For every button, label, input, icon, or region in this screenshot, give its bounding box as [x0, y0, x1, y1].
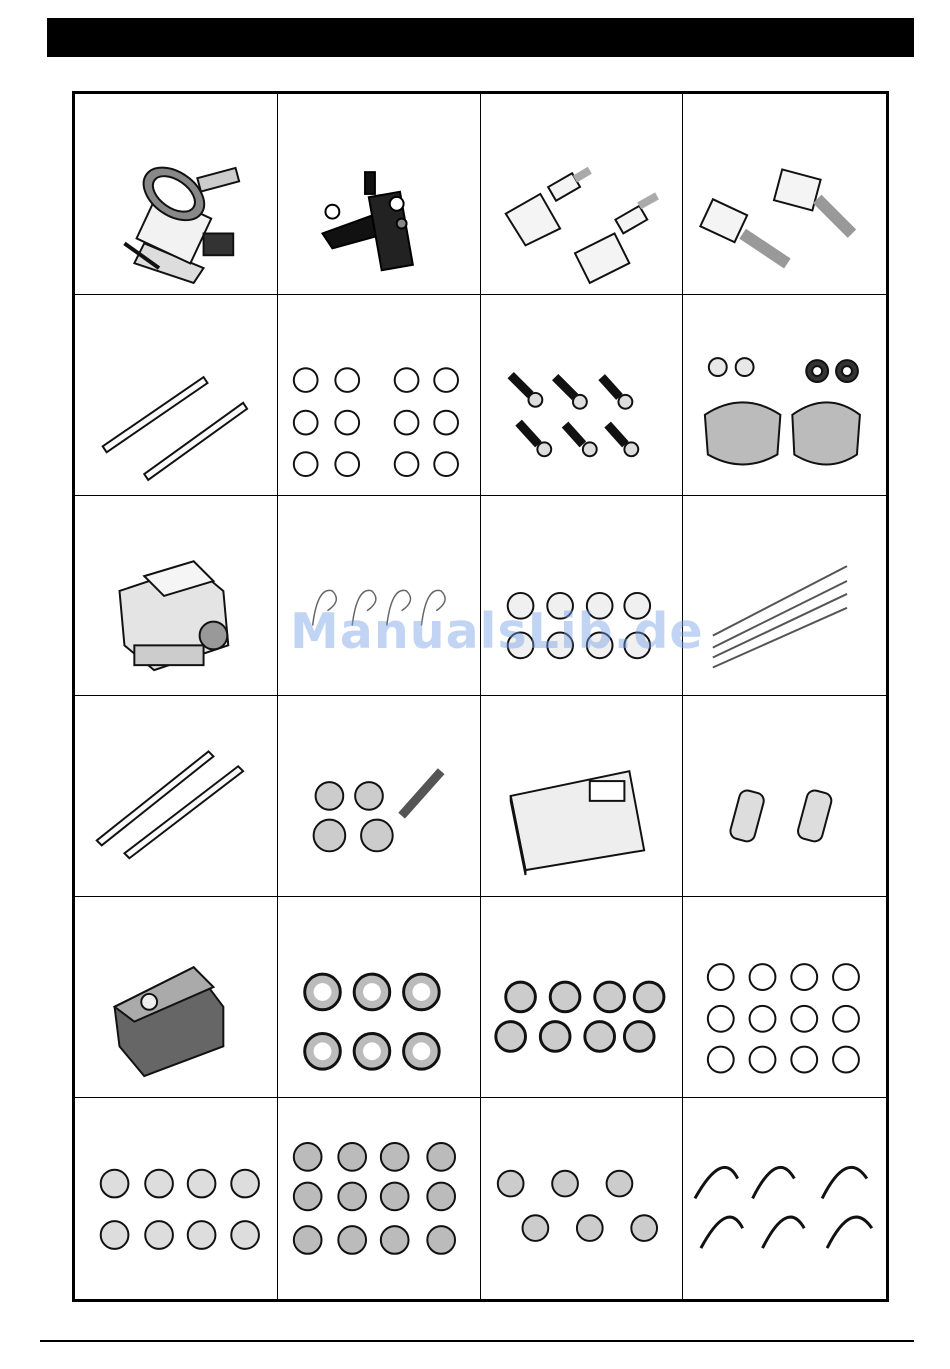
part-cell-pushrods: [683, 496, 886, 697]
parts-grid: [72, 91, 889, 1302]
washer-set-icon: [683, 897, 886, 1097]
part-cell-spring-clips: [683, 1098, 886, 1299]
lock-nut-set-icon: [481, 1098, 683, 1299]
receiver-box-icon: [481, 696, 683, 896]
spring-clip-set-icon: [683, 1098, 886, 1299]
part-cell-flange-nuts: [481, 496, 684, 697]
pivot-ball-set-icon: [278, 1098, 480, 1299]
part-cell-servo-savers: [683, 696, 886, 897]
body-clip-set-icon: [278, 496, 480, 696]
outdrive-shaft-pair-icon: [683, 94, 886, 294]
part-cell-bevel-gears: [278, 696, 481, 897]
servo-icon: [75, 897, 277, 1097]
part-cell-hex-nuts: [75, 1098, 278, 1299]
ball-bearing-set-icon: [481, 897, 683, 1097]
drive-cup-pair-icon: [481, 94, 683, 294]
part-cell-drive-cups: [481, 94, 684, 295]
part-cell-e-clips: [278, 295, 481, 496]
part-cell-receiver: [481, 696, 684, 897]
differential-assembly-icon: [75, 94, 277, 294]
footer-rule: [40, 1340, 914, 1342]
ball-stud-set-icon: [481, 295, 683, 495]
part-cell-bushings: [278, 897, 481, 1098]
part-cell-hinge-pins: [75, 295, 278, 496]
part-cell-bellcrank: [278, 94, 481, 295]
servo-saver-pair-icon: [683, 696, 886, 896]
part-cell-ball-studs: [481, 295, 684, 496]
steering-bellcrank-icon: [278, 94, 480, 294]
part-cell-diff-case: [683, 295, 886, 496]
part-cell-washers: [683, 897, 886, 1098]
pushrod-set-icon: [683, 496, 886, 696]
page-header-bar: [47, 18, 914, 57]
part-cell-body-clips: [278, 496, 481, 697]
gearbox-housing-icon: [75, 496, 277, 696]
watermark: ManualsLib.de: [290, 603, 704, 660]
hex-nut-set-icon: [75, 1098, 277, 1299]
diff-case-with-washers-icon: [683, 295, 886, 495]
hinge-pin-pair-icon: [75, 295, 277, 495]
long-pin-pair-icon: [75, 696, 277, 896]
part-cell-gearbox: [75, 496, 278, 697]
bevel-gear-set-icon: [278, 696, 480, 896]
flange-nut-set-icon: [481, 496, 683, 696]
bushing-set-large-icon: [278, 897, 480, 1097]
part-cell-bearings: [481, 897, 684, 1098]
part-cell-servo: [75, 897, 278, 1098]
part-cell-outdrives: [683, 94, 886, 295]
part-cell-pivot-balls: [278, 1098, 481, 1299]
part-cell-long-pins: [75, 696, 278, 897]
e-clip-set-icon: [278, 295, 480, 495]
part-cell-lock-nuts: [481, 1098, 684, 1299]
part-cell-differential: [75, 94, 278, 295]
